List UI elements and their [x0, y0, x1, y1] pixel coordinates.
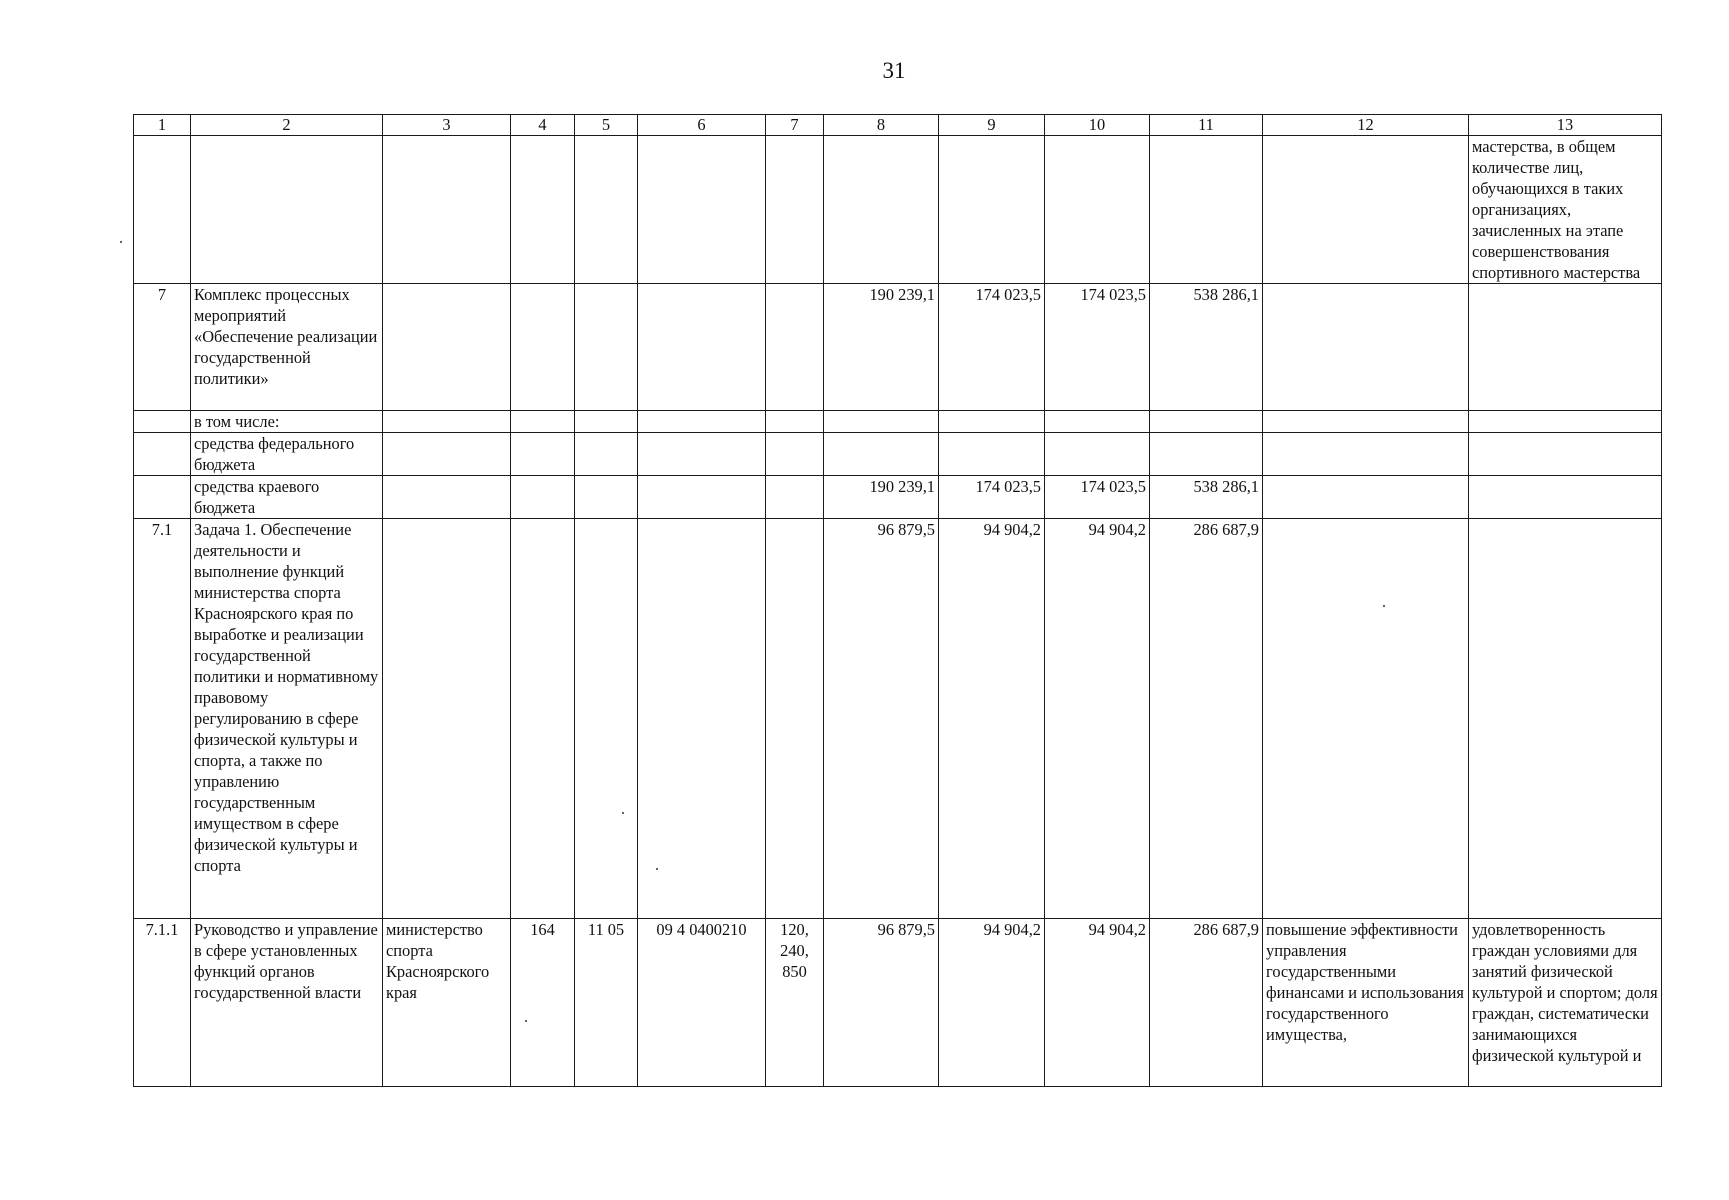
result-cell [1263, 476, 1469, 519]
expense-type-cell [766, 476, 824, 519]
total-cell: 538 286,1 [1150, 476, 1263, 519]
header-cell: 4 [511, 115, 575, 136]
target-article-cell: 09 4 0400210 [638, 919, 766, 1087]
total-cell [1150, 136, 1263, 284]
result-cell [1263, 136, 1469, 284]
total-cell: 286 687,9 [1150, 919, 1263, 1087]
row-number-cell: 7 [134, 284, 191, 411]
name-cell: Руководство и управление в сфере установленных функций органов государственной власти [191, 919, 383, 1087]
table-row [134, 433, 1662, 476]
executor-cell [383, 136, 511, 284]
name-cell: Задача 1. Обеспечение деятельности и выполнение функций министерства спорта Красноярского края по выработке и реализации государственной политики и нормативному правовому регулированию в сфере физической культуры и спорта, а также по управлению государственным имуществом в сфере физической культуры и спорта [191, 519, 383, 919]
row-number-cell [134, 411, 191, 433]
executor-cell: министерство спорта Красноярского края [383, 919, 511, 1087]
expense-type-cell [766, 411, 824, 433]
amount-cell: 174 023,5 [1045, 284, 1150, 411]
expense-type-cell [766, 136, 824, 284]
target-article-cell [638, 411, 766, 433]
section-cell [575, 433, 638, 476]
target-article-cell [638, 284, 766, 411]
header-cell: 7 [766, 115, 824, 136]
name-cell: средства федерального бюджета [191, 433, 383, 476]
column-number-row [134, 115, 1662, 136]
table-row [134, 919, 1662, 1087]
header-cell: 13 [1469, 115, 1662, 136]
header-cell: 9 [939, 115, 1045, 136]
amount-cell [939, 411, 1045, 433]
indicator-cell [1469, 433, 1662, 476]
budget-table [133, 114, 1662, 1087]
scan-speck [525, 1020, 527, 1022]
header-cell: 2 [191, 115, 383, 136]
name-cell: Комплекс процессных мероприятий «Обеспечение реализации государственной политики» [191, 284, 383, 411]
amount-cell: 190 239,1 [824, 476, 939, 519]
result-cell [1263, 411, 1469, 433]
target-article-cell [638, 433, 766, 476]
name-cell: средства краевого бюджета [191, 476, 383, 519]
indicator-cell [1469, 284, 1662, 411]
amount-cell [1045, 411, 1150, 433]
amount-cell: 94 904,2 [939, 919, 1045, 1087]
expense-type-cell [766, 284, 824, 411]
indicator-cell [1469, 411, 1662, 433]
grbs-cell [511, 433, 575, 476]
row-number-cell [134, 433, 191, 476]
amount-cell: 96 879,5 [824, 919, 939, 1087]
result-cell: повышение эффективности управления государственными финансами и использования государственного имущества, [1263, 919, 1469, 1087]
result-cell [1263, 284, 1469, 411]
header-cell: 11 [1150, 115, 1263, 136]
amount-cell: 94 904,2 [1045, 519, 1150, 919]
grbs-cell [511, 284, 575, 411]
section-cell [575, 476, 638, 519]
table-row [134, 519, 1662, 919]
indicator-cell [1469, 519, 1662, 919]
amount-cell [824, 411, 939, 433]
indicator-cell: мастерства, в общем количестве лиц, обучающихся в таких организациях, зачисленных на этапе совершенствования спортивного мастерства [1469, 136, 1662, 284]
expense-type-cell [766, 433, 824, 476]
total-cell: 538 286,1 [1150, 284, 1263, 411]
scan-speck [622, 812, 624, 814]
header-cell: 10 [1045, 115, 1150, 136]
row-number-cell: 7.1.1 [134, 919, 191, 1087]
expense-type-cell [766, 519, 824, 919]
table-row [134, 136, 1662, 284]
header-cell: 6 [638, 115, 766, 136]
row-number-cell: 7.1 [134, 519, 191, 919]
indicator-cell: удовлетворенность граждан условиями для занятий физической культурой и спортом; доля граждан, систематически занимающихся физической культурой и [1469, 919, 1662, 1087]
section-cell [575, 284, 638, 411]
scan-speck [1383, 605, 1385, 607]
total-cell: 286 687,9 [1150, 519, 1263, 919]
grbs-cell [511, 476, 575, 519]
amount-cell [824, 136, 939, 284]
result-cell [1263, 433, 1469, 476]
result-cell [1263, 519, 1469, 919]
header-cell: 8 [824, 115, 939, 136]
expense-type-cell: 120, 240, 850 [766, 919, 824, 1087]
name-cell: в том числе: [191, 411, 383, 433]
amount-cell: 94 904,2 [939, 519, 1045, 919]
amount-cell: 96 879,5 [824, 519, 939, 919]
amount-cell: 174 023,5 [1045, 476, 1150, 519]
header-cell: 3 [383, 115, 511, 136]
name-cell [191, 136, 383, 284]
scan-speck [656, 868, 658, 870]
page-number: 31 [882, 58, 906, 83]
amount-cell [1045, 136, 1150, 284]
header-cell: 5 [575, 115, 638, 136]
total-cell [1150, 411, 1263, 433]
amount-cell: 174 023,5 [939, 476, 1045, 519]
executor-cell [383, 519, 511, 919]
grbs-cell [511, 519, 575, 919]
section-cell [575, 411, 638, 433]
grbs-cell [511, 136, 575, 284]
table-row [134, 284, 1662, 411]
row-number-cell [134, 476, 191, 519]
executor-cell [383, 284, 511, 411]
row-number-cell [134, 136, 191, 284]
table-row [134, 476, 1662, 519]
total-cell [1150, 433, 1263, 476]
amount-cell: 174 023,5 [939, 284, 1045, 411]
scan-speck [120, 241, 122, 243]
grbs-cell [511, 411, 575, 433]
header-cell: 12 [1263, 115, 1469, 136]
amount-cell: 94 904,2 [1045, 919, 1150, 1087]
amount-cell [939, 136, 1045, 284]
grbs-cell: 164 [511, 919, 575, 1087]
section-cell: 11 05 [575, 919, 638, 1087]
amount-cell [824, 433, 939, 476]
header-cell: 1 [134, 115, 191, 136]
table-row [134, 411, 1662, 433]
target-article-cell [638, 136, 766, 284]
executor-cell [383, 411, 511, 433]
section-cell [575, 136, 638, 284]
amount-cell: 190 239,1 [824, 284, 939, 411]
indicator-cell [1469, 476, 1662, 519]
section-cell [575, 519, 638, 919]
target-article-cell [638, 519, 766, 919]
amount-cell [1045, 433, 1150, 476]
executor-cell [383, 433, 511, 476]
amount-cell [939, 433, 1045, 476]
target-article-cell [638, 476, 766, 519]
executor-cell [383, 476, 511, 519]
